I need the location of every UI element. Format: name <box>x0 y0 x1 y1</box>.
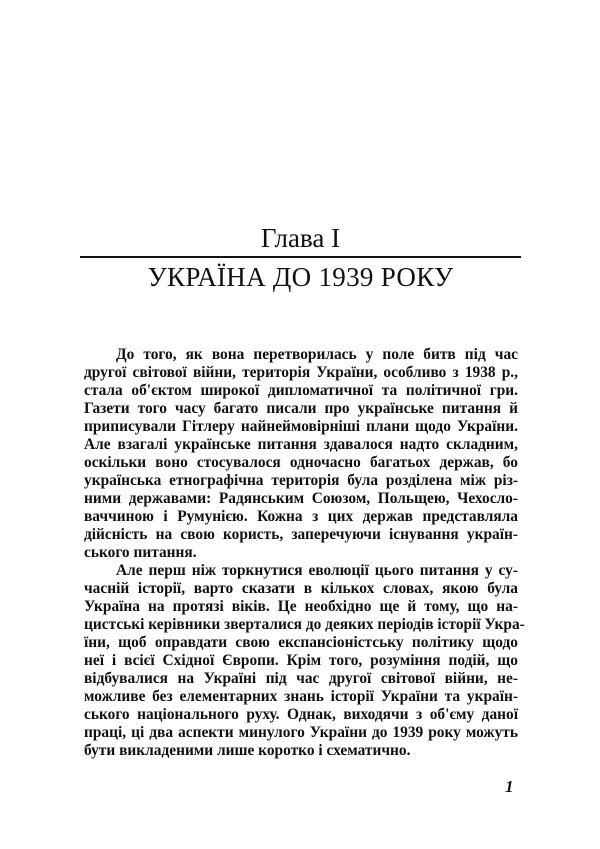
text-line: їни, щоб оправдати свою експансіоністську політику щодо <box>84 634 518 651</box>
text-line: стала об'єктом широкої дипломатичної та політичної гри. <box>84 382 518 399</box>
heading-divider <box>80 256 521 258</box>
body-text <box>84 346 525 760</box>
text-line: ними державами: Радянським Союзом, Польщею, Чехосло- <box>84 490 518 507</box>
page-number: 1 <box>505 777 514 796</box>
text-line: часній історії, варто сказати в кількох словах, якою була <box>84 580 518 597</box>
text-line: другої світової війни, територія України, особливо з 1938 р., <box>84 364 518 381</box>
text-line: ваччиною і Румунією. Кожна з цих держав представляла <box>84 508 518 525</box>
text-line: цистські керівники зверталися до деяких періодів історії Укра- <box>84 616 525 633</box>
text-line: неї і всієї Східної Європи. Крім того, розуміння подій, що <box>84 652 518 669</box>
chapter-heading: Глава I <box>260 223 341 253</box>
text-line: праці, ці два аспекти минулого України до 1939 року можуть <box>84 724 518 741</box>
paragraph <box>84 346 518 562</box>
text-line: оскільки воно стосувалося одночасно багатьох держав, бо <box>84 454 518 471</box>
text-line: До того, як вона перетворилась у поле битв під час <box>116 346 518 363</box>
text-line: Газети того часу багато писали про українське питання й <box>84 400 518 417</box>
text-line: ського питання. <box>84 544 197 561</box>
text-line: ського національного руху. Однак, виходячи з об'єму даної <box>84 706 518 723</box>
text-line: Україна на протязі віків. Це необхідно ще й тому, що на- <box>84 598 518 615</box>
chapter-title: УКРАЇНА ДО 1939 РОКУ <box>147 262 454 292</box>
text-line: відбувалися на Україні під час другої світової війни, не- <box>84 670 518 687</box>
text-line: приписували Гітлеру найнеймовірніші плани щодо України. <box>84 418 518 435</box>
text-line: можливе без елементарних знань історії України та україн- <box>84 688 518 705</box>
text-line: Але взагалі українське питання здавалося надто складним, <box>84 436 518 453</box>
text-line: бути викладеними лише коротко і схематично. <box>84 742 411 759</box>
paragraph <box>84 562 525 760</box>
text-line: українська етнографічна територія була розділена між різ- <box>84 472 518 489</box>
text-line: дійсність на свою користь, заперечуючи існування україн- <box>84 526 518 543</box>
text-line: Але перш ніж торкнутися еволюції цього питання у су- <box>116 562 518 579</box>
